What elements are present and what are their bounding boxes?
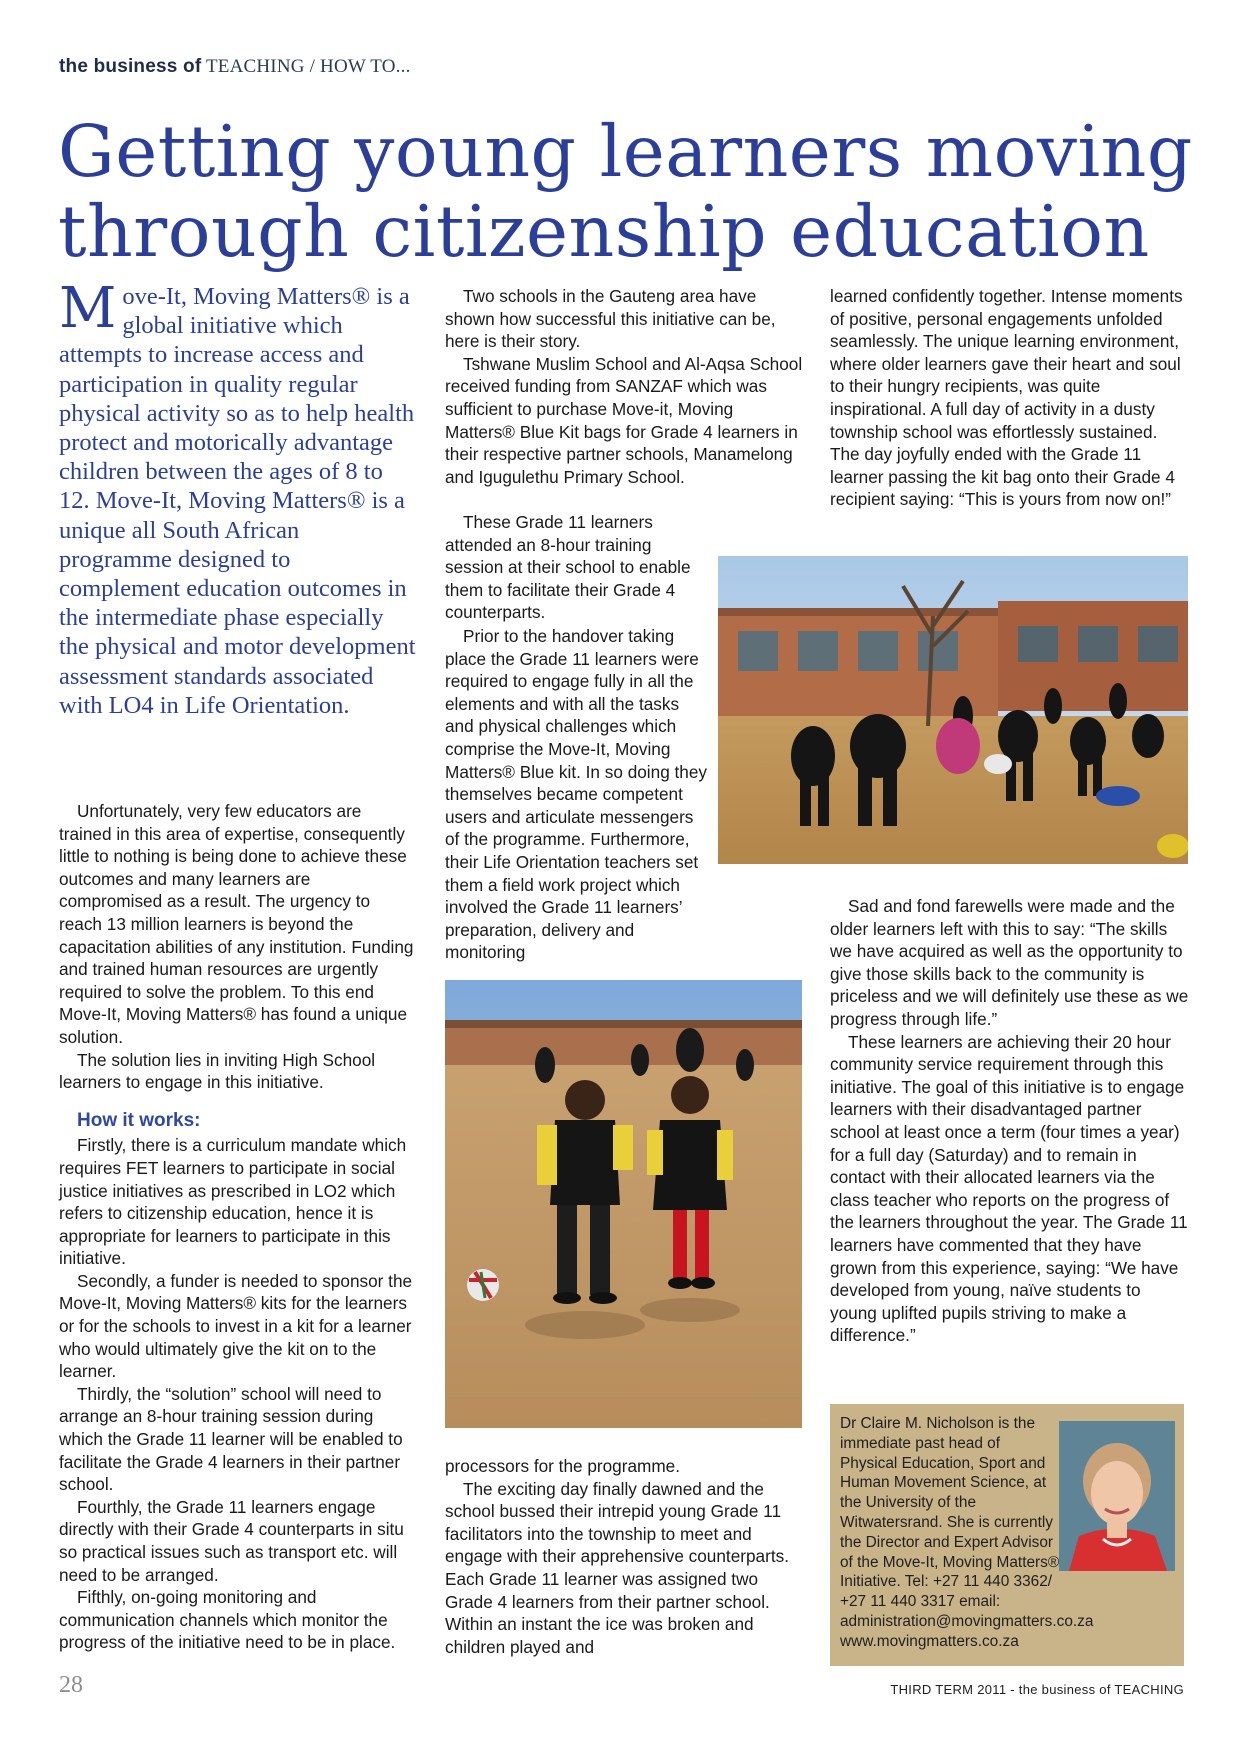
column-2-narrow-2 (445, 625, 707, 964)
col1-paragraph-2: The solution lies in inviting High School learners to engage in this initiative. (59, 1049, 376, 1093)
col1-paragraph-5: Thirdly, the “solution” school will need to arrange an 8-hour training session during which the Grade 11 learner will be enabled to facilitate the Grade 4 learners in their partner school. (59, 1383, 403, 1495)
author-portrait-image (1059, 1421, 1175, 1571)
col1-paragraph-4: Secondly, a funder is needed to sponsor the Move-It, Moving Matters® kits for the learners or for the schools to invest in a kit for a learner who would ultimately give the kit on to the learner. (59, 1270, 413, 1382)
column-1 (59, 800, 416, 1654)
schoolyard-photo (718, 556, 1188, 864)
col1-paragraph-1: Unfortunately, very few educators are trained in this area of expertise, consequently little to nothing is being done to achieve these outcomes and many learners are compromised as a result. The urgency to reach 13 million learners is beyond the capacitation abilities of any institution. Funding and trained human resources are urgently required to solve the problem. To this end Move-It, Moving Matters® has found a unique solution. (59, 801, 414, 1047)
col2-paragraph-2: Tshwane Muslim School and Al-Aqsa School received funding from SANZAF which was sufficient to purchase Move-it, Moving Matters® Blue Kit bags for Grade 4 learners in their respective partner schools, Manamelong and Igugulethu Primary School. (445, 353, 803, 487)
drop-cap: M (59, 276, 117, 341)
intro-paragraph (59, 276, 416, 720)
col1-paragraph-7: Fifthly, on-going monitoring and communication channels which monitor the progress of the initiative need to be in place. (59, 1587, 396, 1653)
article-title (58, 112, 1198, 272)
col2-paragraph-3: These Grade 11 learners attended an 8-hour training session at their school to enable them to facilitate their Grade 4 counterparts. (445, 512, 691, 623)
col2-paragraph-5: processors for the programme. (445, 1456, 680, 1476)
col3-paragraph-1: learned confidently together. Intense moments of positive, personal engagements unfolded seamlessly. The unique learning environment, where older learners gave their heart and soul to their hungry recipients, was quite inspirational. A full day of activity in a dusty township school was effortlessly sustained. The day joyfully ended with the Grade 11 learner passing the kit bag onto their Grade 4 recipient saying: “This is yours from now on!” (830, 286, 1183, 510)
article-title-line-1: Getting young learners moving (58, 110, 1193, 193)
column-2-top (445, 285, 805, 488)
col1-paragraph-3: Firstly, there is a curriculum mandate which requires FET learners to participate in social justice initiatives as prescribed in LO2 which refers to citizenship education, hence it is appropriate for learners to participate in this initiative. (59, 1135, 407, 1269)
column-2-narrow (445, 511, 707, 624)
col3-paragraph-2: Sad and fond farewells were made and the older learners left with this to say: “The skills we have acquired as well as the opportunity to give those skills back to the community is priceless and we will definitely use these as we progress through life.” (830, 896, 1189, 1029)
author-portrait (1059, 1421, 1175, 1571)
children-playing-photo (445, 980, 802, 1428)
col2-paragraph-1: Two schools in the Gauteng area have shown how successful this initiative can be, here is their story. (445, 286, 776, 352)
author-bio-text: Dr Claire M. Nicholson is the immediate past head of Physical Education, Sport and Human Movement Science, at the University of the Witwatersrand. She is currently the Director and Expert Advisor of the Move-It, Moving Matters® Initiative. Tel: +27 11 440 3362/ +27 11 440 3317 email: administration@movingmatters.co.za www.movingmatters.co.za (840, 1415, 1094, 1650)
author-bio-box (830, 1404, 1184, 1666)
intro-text: ove-It, Moving Matters® is a global initiative which attempts to increase access and participation in quality regular physical activity so as to help health protect and motorically advantage children between the ages of 8 to 12. Move-It, Moving Matters® is a unique all South African programme designed to complement education outcomes in the intermediate phase especially the physical and motor development assessment standards associated with LO4 in Life Orientation. (59, 283, 416, 719)
article-title-line-2: through citizenship education (58, 190, 1150, 273)
col3-paragraph-3: These learners are achieving their 20 hour community service requirement through this initiative. The goal of this initiative is to engage learners with their disadvantaged partner school at least once a term (four times a year) for a full day (Saturday) and to remain in contact with their allocated learners via the class teacher who reports on the progress of the learners throughout the year. The Grade 11 learners have commented that they have grown from this experience, saying: “We have developed from young, naïve students to young uplifted pupils striving to make a difference.” (830, 1031, 1188, 1346)
column-3-top (830, 285, 1190, 511)
how-it-works-heading: How it works: (77, 1109, 201, 1131)
schoolyard-photo-image (718, 556, 1188, 864)
section-header (59, 56, 411, 78)
col2-paragraph-6: The exciting day finally dawned and the school bussed their intrepid young Grade 11 facilitators into the township to meet and engage with their apprehensive counterparts. Each Grade 11 learner was assigned two Grade 4 learners from their partner school. Within an instant the ice was broken and children played and (445, 1478, 789, 1657)
col2-paragraph-4: Prior to the handover taking place the Grade 11 learners were required to engage fully in all the elements and with all the tasks and physical challenges which comprise the Move-It, Moving Matters® Blue kit. In so doing they themselves became competent users and articulate messengers of the programme. Furthermore, their Life Orientation teachers set them a field work project which involved the Grade 11 learners’ preparation, delivery and monitoring (445, 626, 708, 963)
issue-footer: THIRD TERM 2011 - the business of TEACHING (890, 1682, 1184, 1697)
section-header-category: TEACHING / HOW TO... (201, 56, 411, 77)
section-header-brand: the business of (59, 56, 202, 77)
column-3-middle (830, 895, 1190, 1347)
children-playing-photo-image (445, 980, 802, 1428)
page-number: 28 (59, 1672, 83, 1698)
col1-paragraph-6: Fourthly, the Grade 11 learners engage directly with their Grade 4 counterparts in situ so practical issues such as transport etc. will need to be arranged. (59, 1496, 404, 1585)
column-2-bottom (445, 1455, 805, 1658)
